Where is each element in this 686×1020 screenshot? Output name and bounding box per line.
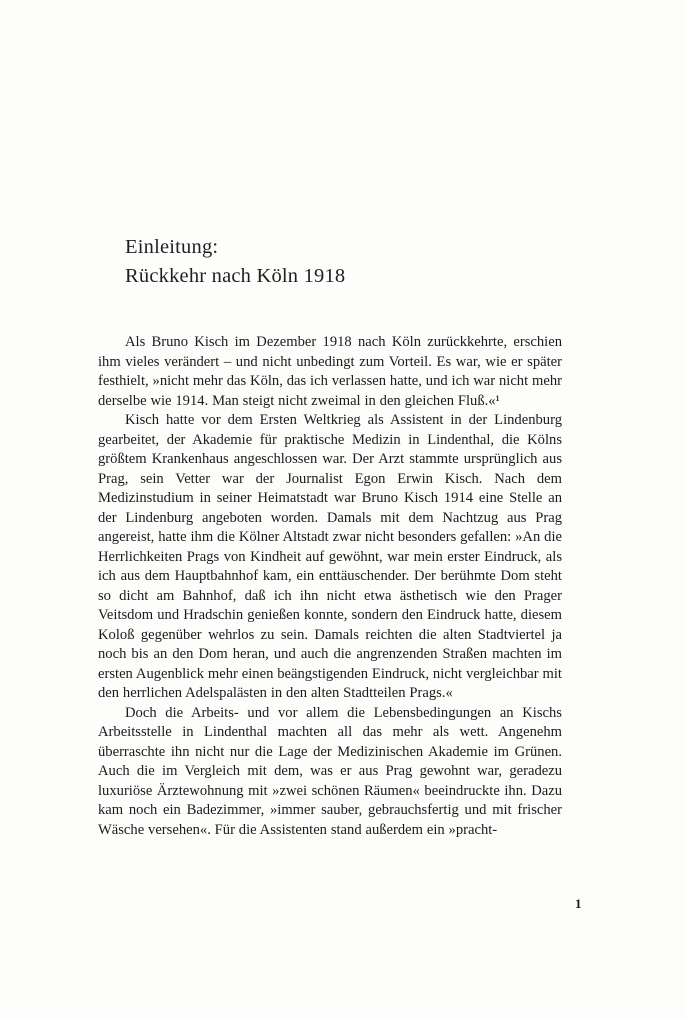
body-paragraph: Als Bruno Kisch im Dezember 1918 nach Köln zurückkehrte, erschien ihm vieles verändert – und nicht unbedingt zum Vorteil. Es war, wie er später festhielt, »nicht mehr das Köln, das ich verlassen hatte, und ich war nicht mehr derselbe wie 1914. Man steigt nicht zweimal in den gleichen Fluß.«¹ xyxy=(98,334,562,409)
body-paragraph: Kisch hatte vor dem Ersten Weltkrieg als Assistent in der Lindenburg gearbeitet, der Akademie für praktische Medizin in Lindenthal, die Kölns größtem Krankenhaus angeschlossen war. Der Arzt stammte ursprünglich aus Prag, sein Vetter war der Journalist Egon Erwin Kisch. Nach dem Medizinstudium in seiner Heimatstadt war Bruno Kisch 1914 eine Stelle an der Lindenburg angeboten worden. Damals mit dem Nachtzug aus Prag angereist, hatte ihm die Kölner Altstadt zwar nicht besonders gefallen: »An die Herrlichkeiten Prags von Kindheit auf gewöhnt, war mein erster Eindruck, als ich aus dem Hauptbahnhof kam, ein enttäuschender. Der berühmte Dom steht so dicht am Bahnhof, daß ich ihn nicht etwa ästhetisch wie den Prager Veitsdom und Hradschin genießen konnte, sondern den Eindruck hatte, diesem Koloß gegenüber wehrlos zu sein. Damals reichten die alten Stadtviertel ja noch bis an den Dom heran, und auch die angrenzenden Straßen machten im ersten Augenblick mehr einen beängstigenden Eindruck, nicht vergleichbar mit den herrlichen Adelspalästen in den alten Stadtteilen Prags.« xyxy=(98,412,562,701)
page-number: 1 xyxy=(575,896,582,911)
body-text xyxy=(98,333,562,840)
chapter-heading-line-2: Rückkehr nach Köln 1918 xyxy=(125,265,346,287)
chapter-heading xyxy=(125,233,562,291)
text-block xyxy=(98,233,562,840)
chapter-heading-line-1: Einleitung: xyxy=(125,236,219,258)
body-paragraph: Doch die Arbeits- und vor allem die Lebensbedingungen an Kischs Arbeitsstelle in Lindenthal machten all das mehr als wett. Angenehm überraschte ihn nicht nur die Lage der Medizinischen Akademie im Grünen. Auch die im Vergleich mit dem, was er aus Prag gewohnt war, geradezu luxuriöse Ärztewohnung mit »zwei schönen Räumen« beeindruckte ihn. Dazu kam noch ein Badezimmer, »immer sauber, gebrauchsfertig und mit frischer Wäsche versehen«. Für die Assistenten stand außerdem ein »pracht- xyxy=(98,704,562,838)
